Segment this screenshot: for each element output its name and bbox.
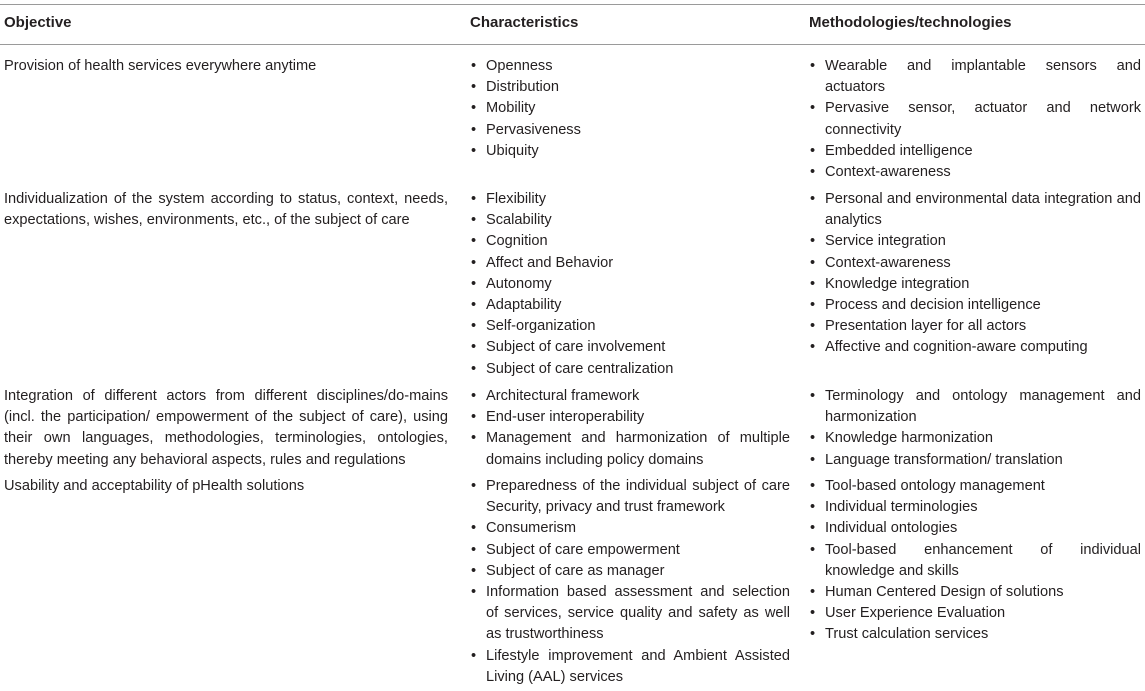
list-item: • Language transformation/ translation [809,450,1141,471]
list-item: • Autonomy [470,274,790,295]
header-objective: Objective [4,14,72,31]
characteristics-list [470,189,790,380]
header-rule [0,44,1145,45]
list-item: • Wearable and implantable sensors and actuators [809,56,1141,98]
table-top-rule [0,4,1145,5]
characteristics-list [470,386,790,471]
list-item: • Self-organization [470,316,790,337]
list-item: • Individual terminologies [809,497,1141,518]
objective-cell: Usability and acceptability of pHealth solutions [4,478,305,494]
methodologies-list [809,386,1141,471]
list-item: • Trust calculation services [809,624,1141,645]
methodologies-list [809,476,1141,646]
list-item: • Process and decision intelligence [809,295,1141,316]
list-item: • Mobility [470,98,790,119]
list-item: • Pervasive sensor, actuator and network connectivity [809,98,1141,140]
objective-cell: Integration of different actors from different disciplines/do-mains (incl. the participation/ empowerment of the subject of care), using their own languages, methodologies, terminologies, ontologies, thereby meeting any behavioral aspects, rules and regulations [4,388,448,468]
list-item: • Pervasiveness [470,120,790,141]
list-item: • Lifestyle improvement and Ambient Assisted Living (AAL) services [470,646,790,688]
list-item: • Information based assessment and selection of services, service quality and safety as well as trustworthiness [470,582,790,646]
list-item: • Scalability [470,210,790,231]
list-item: • Affective and cognition-aware computing [809,337,1141,358]
list-item: • Human Centered Design of solutions [809,582,1141,603]
list-item: • Subject of care centralization [470,359,790,380]
list-item: • Knowledge integration [809,274,1141,295]
methodologies-list [809,56,1141,183]
list-item: • Affect and Behavior [470,253,790,274]
list-item: • Tool-based enhancement of individual knowledge and skills [809,540,1141,582]
list-item: • Personal and environmental data integration and analytics [809,189,1141,231]
methodologies-list [809,189,1141,359]
list-item: • Individual ontologies [809,518,1141,539]
list-item: • Openness [470,56,790,77]
list-item: • Flexibility [470,189,790,210]
list-item: • Context-awareness [809,253,1141,274]
list-item: • Subject of care as manager [470,561,790,582]
list-item: • Presentation layer for all actors [809,316,1141,337]
list-item: • End-user interoperability [470,407,790,428]
objective-cell: Individualization of the system according to status, context, needs, expectations, wishes, environments, etc., of the subject of care [4,191,448,229]
list-item: • Management and harmonization of multiple domains including policy domains [470,428,790,470]
list-item: • Cognition [470,231,790,252]
header-characteristics: Characteristics [470,14,579,31]
objective-cell: Provision of health services everywhere anytime [4,58,317,74]
list-item: • Distribution [470,77,790,98]
list-item: • Adaptability [470,295,790,316]
list-item: • User Experience Evaluation [809,603,1141,624]
list-item: • Embedded intelligence [809,141,1141,162]
characteristics-list [470,56,790,162]
list-item: • Knowledge harmonization [809,428,1141,449]
header-methodologies: Methodologies/technologies [809,14,1012,31]
list-item: • Ubiquity [470,141,790,162]
list-item: • Subject of care empowerment [470,540,790,561]
list-item: • Terminology and ontology management and harmonization [809,386,1141,428]
list-item: • Context-awareness [809,162,1141,183]
list-item: • Subject of care involvement [470,337,790,358]
list-item: • Preparedness of the individual subject of care Security, privacy and trust framework [470,476,790,518]
list-item: • Service integration [809,231,1141,252]
characteristics-list [470,476,790,688]
list-item: • Consumerism [470,518,790,539]
list-item: • Architectural framework [470,386,790,407]
list-item: • Tool-based ontology management [809,476,1141,497]
